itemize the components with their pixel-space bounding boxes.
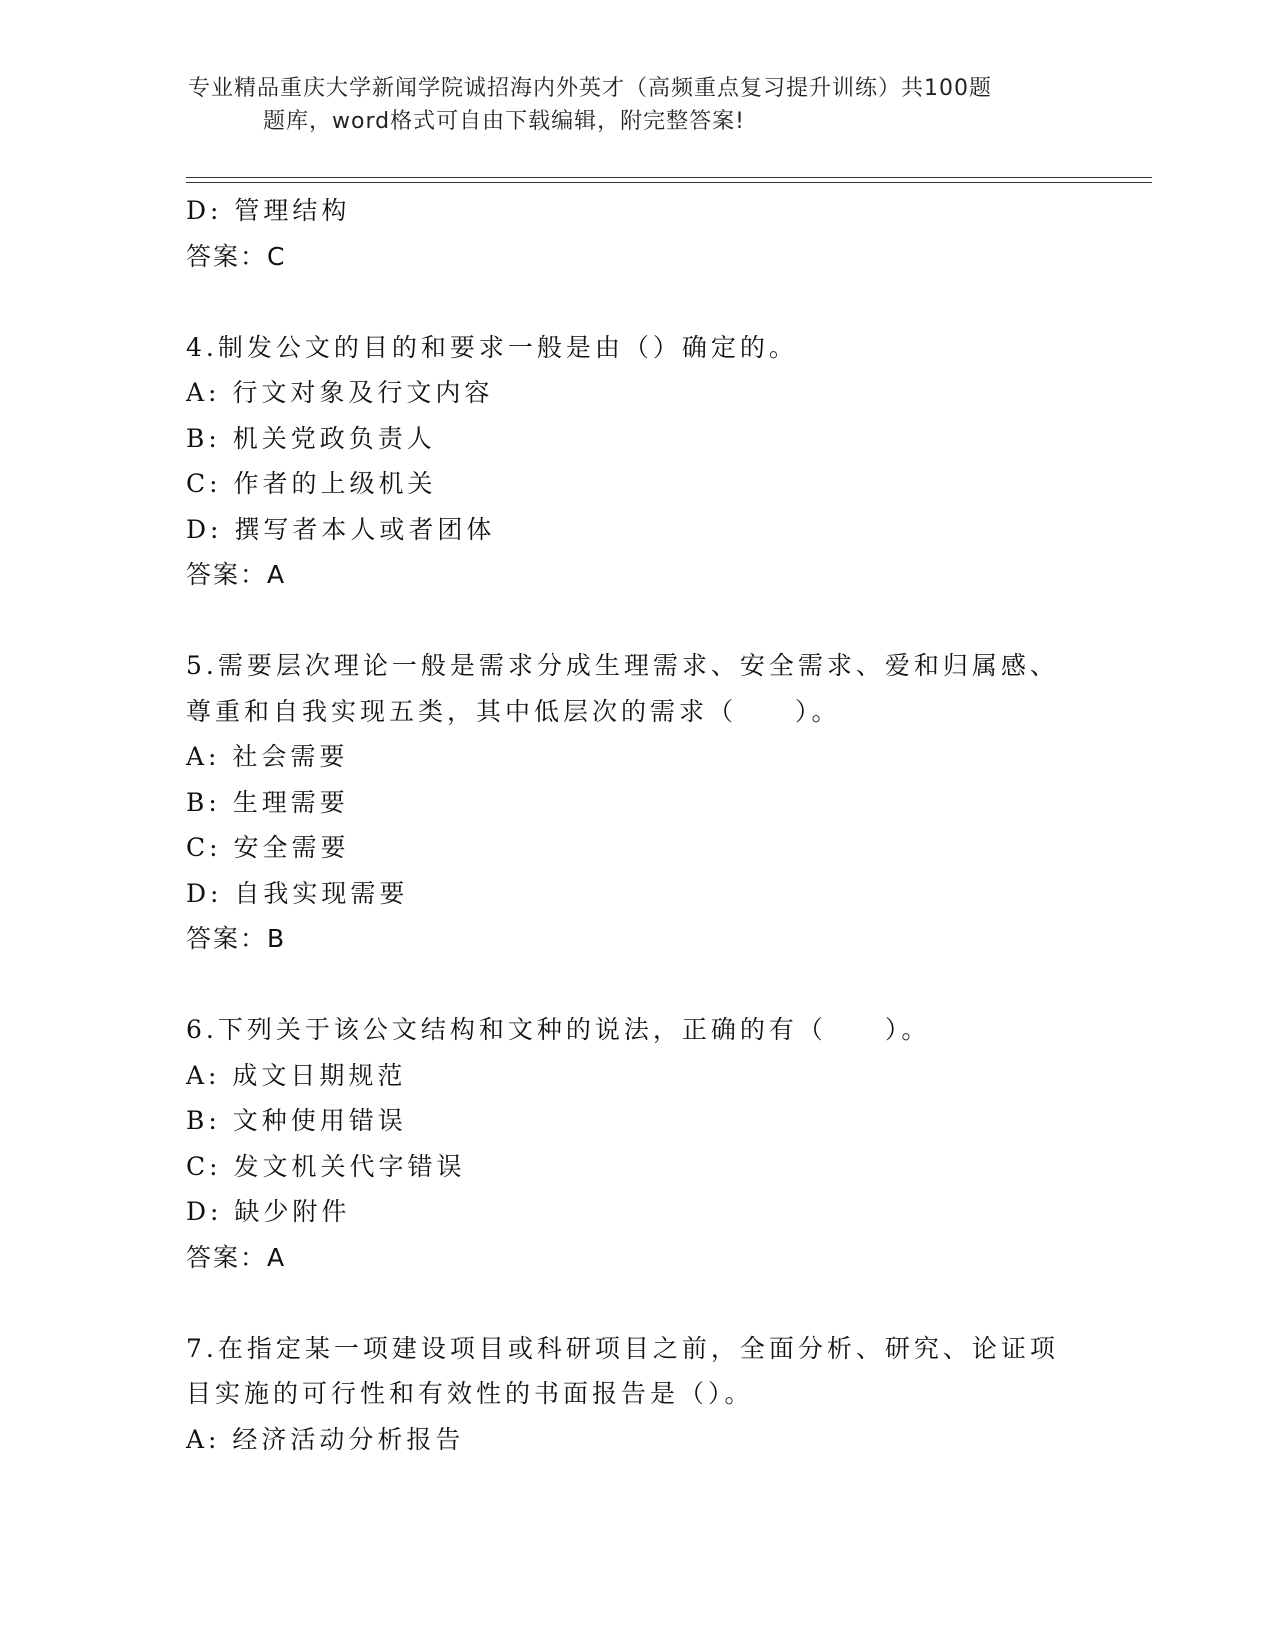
answer-option: A: 社会需要 [186,742,349,771]
answer-option: C: 安全需要 [186,833,350,862]
answer-key: 答案：A [186,1242,287,1272]
block-spacer [186,962,1086,1008]
answer-key: 答案：B [186,924,287,953]
block-spacer [186,1280,1086,1326]
document-header [188,72,1068,138]
block-spacer [186,598,1086,644]
question-block [186,643,1086,962]
question-text: 4.制发公文的目的和要求一般是由（）确定的。 [186,332,798,362]
header-divider-bottom [186,182,1152,183]
question-block [186,188,1086,279]
answer-option: C: 作者的上级机关 [186,469,437,498]
answer-option: A: 经济活动分析报告 [186,1424,465,1454]
answer-option: A: 行文对象及行文内容 [186,378,494,407]
answer-option: C: 发文机关代字错误 [186,1151,466,1181]
question-block [186,1326,1086,1463]
answer-option: D: 撰写者本人或者团体 [186,514,496,544]
question-block [186,1007,1086,1280]
question-list [186,188,1086,1462]
question-text: 6.下列关于该公文结构和文种的说法，正确的有（ ）。 [186,1015,931,1044]
answer-option: D: 缺少附件 [186,1197,351,1226]
answer-key: 答案：C [186,241,287,271]
question-text: 目实施的可行性和有效性的书面报告是（）。 [186,1379,754,1408]
question-text: 尊重和自我实现五类，其中低层次的需求（ ）。 [186,696,841,726]
answer-option: A: 成文日期规范 [186,1060,407,1090]
header-title-line-2: 题库，word格式可自由下载编辑，附完整答案! [263,109,745,134]
answer-option: B: 文种使用错误 [186,1106,407,1135]
header-divider-top [186,177,1152,178]
block-spacer [186,279,1086,325]
answer-option: B: 机关党政负责人 [186,423,436,453]
question-block [186,325,1086,598]
answer-option: D: 管理结构 [186,196,351,225]
question-text: 5.需要层次理论一般是需求分成生理需求、安全需求、爱和归属感、 [186,651,1059,680]
question-text: 7.在指定某一项建设项目或科研项目之前，全面分析、研究、论证项 [186,1333,1059,1363]
answer-option: D: 自我实现需要 [186,878,409,908]
answer-key: 答案：A [186,560,287,589]
answer-option: B: 生理需要 [186,787,349,817]
header-title-line-1: 专业精品重庆大学新闻学院诚招海内外英才（高频重点复习提升训练）共100题 [188,76,992,101]
